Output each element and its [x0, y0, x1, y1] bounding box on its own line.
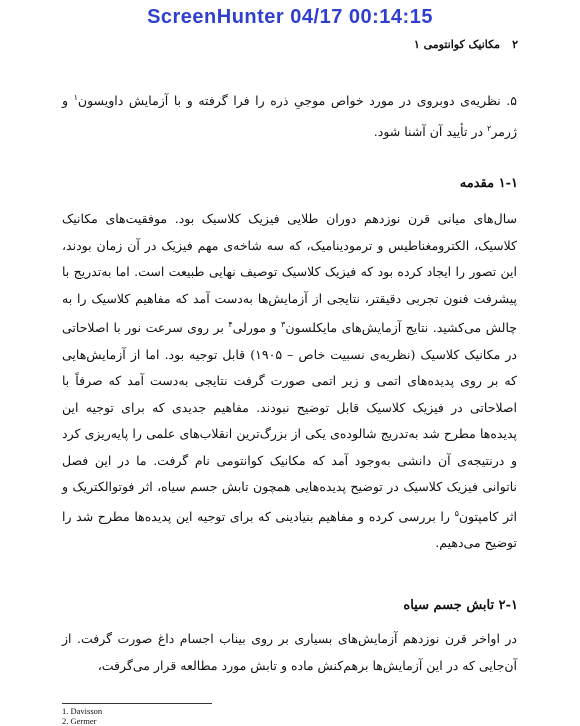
intro-objective-paragraph	[62, 84, 517, 146]
introduction-paragraph	[62, 206, 517, 557]
page-number: ۲	[512, 38, 518, 51]
footnote-ref-1: ۱	[73, 93, 78, 102]
footnote-1: 1. Davisson	[62, 706, 103, 716]
intro-body-a: سال‌های میانی قرن نوزدهم دوران طلایی فیزیک کلاسیک بود. موفقیت‌های مکانیک کلاسیک، الکترومغناطیس و ترمودینامیک، که سه شاخه‌ی مهم فیزیک در آن زمان بودند، این تصور را ایجاد کرده بود که فیزیک کلاسیک توصیف نهایی طبیعت است. اما به‌تدریج با پیشرفت فنون تجربی دقیقتر، نتایجی از آزمایش‌ها به‌دست آمد که مفاهیم کلاسیک را به چالش می‌کشید. نتایج آزمایش‌های مایکلسون	[62, 211, 517, 336]
intro-body-b: و مورلی	[232, 320, 282, 336]
footnote-divider	[62, 703, 212, 704]
intro-text-1: ۵. نظریه‌ی دوبروی در مورد خواص موجیِ ذره را فرا گرفته و با آزمایش داویسون	[77, 93, 517, 109]
intro-text-2: و ژرمر	[62, 93, 517, 140]
footnote-ref-4: ۴	[228, 320, 233, 329]
intro-body-c: بر روی سرعت نور با اصلاحاتی در مکانیک کلاسیک (نظریه‌ی نسبیت خاص – ۱۹۰۵) قابل توجیه بود. اما از آزمایش‌هایی که بر روی پدیده‌های اتمی و زیر اتمی صورت گرفت نتایجی به‌دست آمد که صرفاً با اصلاحاتی در فیزیک کلاسیک قابل توضیح نبودند. مفاهیم جدیدی که برای توجیه این پدیده‌ها مطرح شد به‌تدریج شالوده‌ی یکی از بزرگ‌ترین انقلاب‌های علمی را پایه‌ریزی کرد و درنتیجه‌ی آن دانشی به‌وجود آمد که مکانیک کوانتومی نام گرفت. ما در این فصل ناتوانی فیزیک کلاسیک در توضیح پدیده‌هایی همچون تابش جسم سیاه، اثر فوتوالکتریک و اثر کامپتون	[62, 320, 517, 524]
footnotes	[62, 706, 102, 726]
footnote-ref-2: ۲	[487, 124, 492, 134]
intro-body-d: را بررسی کرده و مفاهیم بنیادینی که برای توجیه این پدیده‌ها مطرح شد را توضیح می‌دهیم.	[62, 508, 517, 551]
chapter-title: مکانیک کوانتومی ۱	[413, 38, 501, 51]
footnote-ref-3: ۳	[281, 320, 286, 329]
intro-text-3: در تأیید آن آشنا شود.	[373, 124, 488, 140]
screenhunter-watermark: ScreenHunter 04/17 00:14:15	[147, 6, 433, 28]
blackbody-paragraph: در اواخر قرن نوزدهم آزمایش‌های بسیاری بر روی بیناب اجسام داغ صورت گرفت. از آن‌جایی که در این آزمایش‌ها برهم‌کنش ماده و تابش مورد مطالعه قرار می‌گرفت،	[62, 631, 517, 673]
footnote-ref-5: ۵	[454, 508, 459, 518]
section-heading-blackbody: ۲-۱ تابش جسم سیاه	[403, 598, 518, 613]
running-header	[414, 38, 518, 51]
footnote-2: 2. Germer	[62, 716, 97, 726]
section-heading-introduction: ۱-۱ مقدمه	[459, 176, 518, 191]
